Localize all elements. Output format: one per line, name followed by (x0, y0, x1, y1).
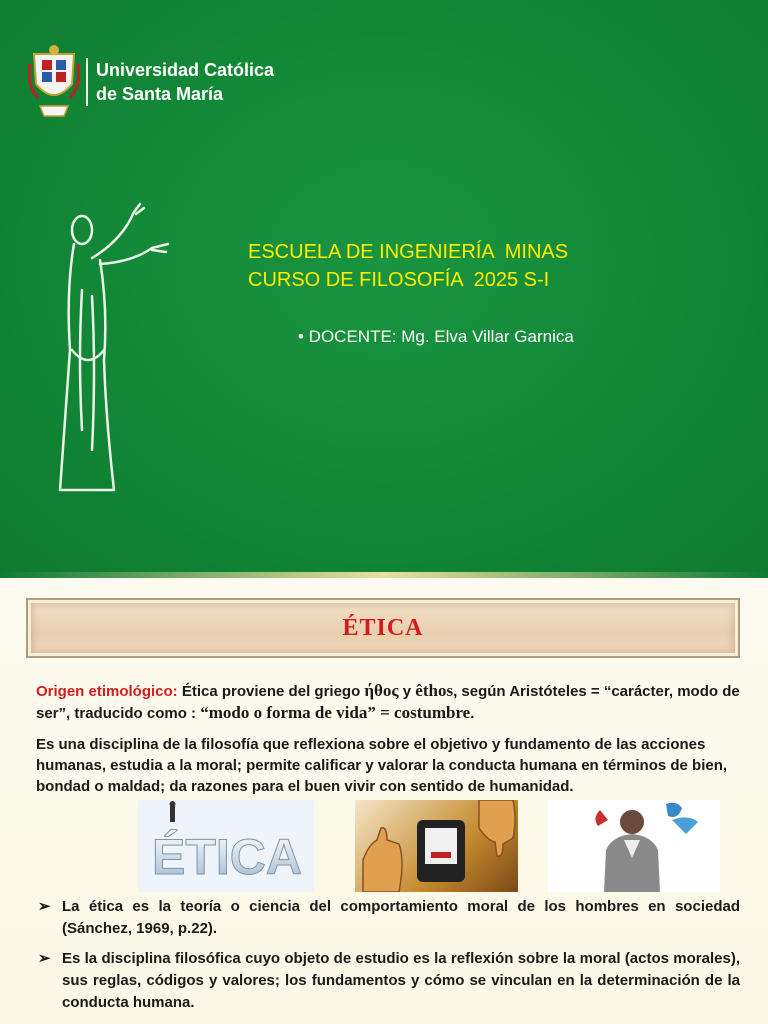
bullet-text-1: La ética es la teoría o ciencia del comportamiento moral de los hombres en sociedad (Sánchez, 1969, p.22). (62, 898, 740, 937)
title-line-1: ESCUELA DE INGENIERÍA MINAS (248, 241, 569, 263)
crest-icon (28, 44, 80, 120)
docente-text: • DOCENTE: Mg. Elva Villar Garnica (298, 327, 574, 346)
statue-icon (52, 200, 182, 500)
logo-divider (86, 58, 88, 106)
greek-word: ήθος (364, 681, 399, 700)
bullet-item-1 (38, 896, 740, 940)
origen-end: . (470, 705, 475, 722)
origen-text-3: , según Aristóteles = “carácter, modo de ser”, traducido como : (36, 683, 740, 722)
bullet-arrow-icon: ➢ (38, 950, 51, 967)
university-name-line1: Universidad Católica (96, 60, 275, 80)
etica-image-text: ÉTICA (152, 829, 302, 885)
modo-phrase: “modo o forma de vida” = costumbre (200, 703, 471, 722)
origen-text-2: y (398, 683, 416, 700)
university-name (96, 58, 274, 106)
etica-slide (0, 578, 768, 1024)
thumbs-image (355, 800, 518, 892)
bullet-arrow-icon: ➢ (38, 898, 51, 915)
bullet-text-2: Es la disciplina filosófica cuyo objeto de estudio es la reflexión sobre la moral (actos morales), sus reglas, códigos y valores; los fundamentos y cómo se vinculan en la determinación de la conducta humana. (62, 950, 740, 1011)
ethos-word: êthos (415, 681, 454, 700)
man-choice-image (548, 800, 720, 892)
etica-heading: ÉTICA (342, 614, 424, 641)
origen-text-1: Ética proviene del griego (177, 683, 365, 700)
bullet-item-2 (38, 948, 740, 1014)
description-paragraph: Es una disciplina de la filosofía que reflexiona sobre el objetivo y fundamento de las acciones humanas, estudia a la moral; permite calificar y valorar la conducta humana en términos de bien, bondad o maldad; da razones para el buen vivir con sentido de humanidad. (36, 736, 728, 795)
etica-letters-image (138, 800, 314, 892)
title-line-2: CURSO DE FILOSOFÍA 2025 S-I (248, 269, 550, 291)
course-title (248, 238, 568, 294)
origen-paragraph (36, 680, 742, 724)
etica-banner (26, 598, 740, 658)
origen-label: Origen etimológico: (36, 683, 178, 700)
university-name-line2: de Santa María (96, 84, 224, 104)
